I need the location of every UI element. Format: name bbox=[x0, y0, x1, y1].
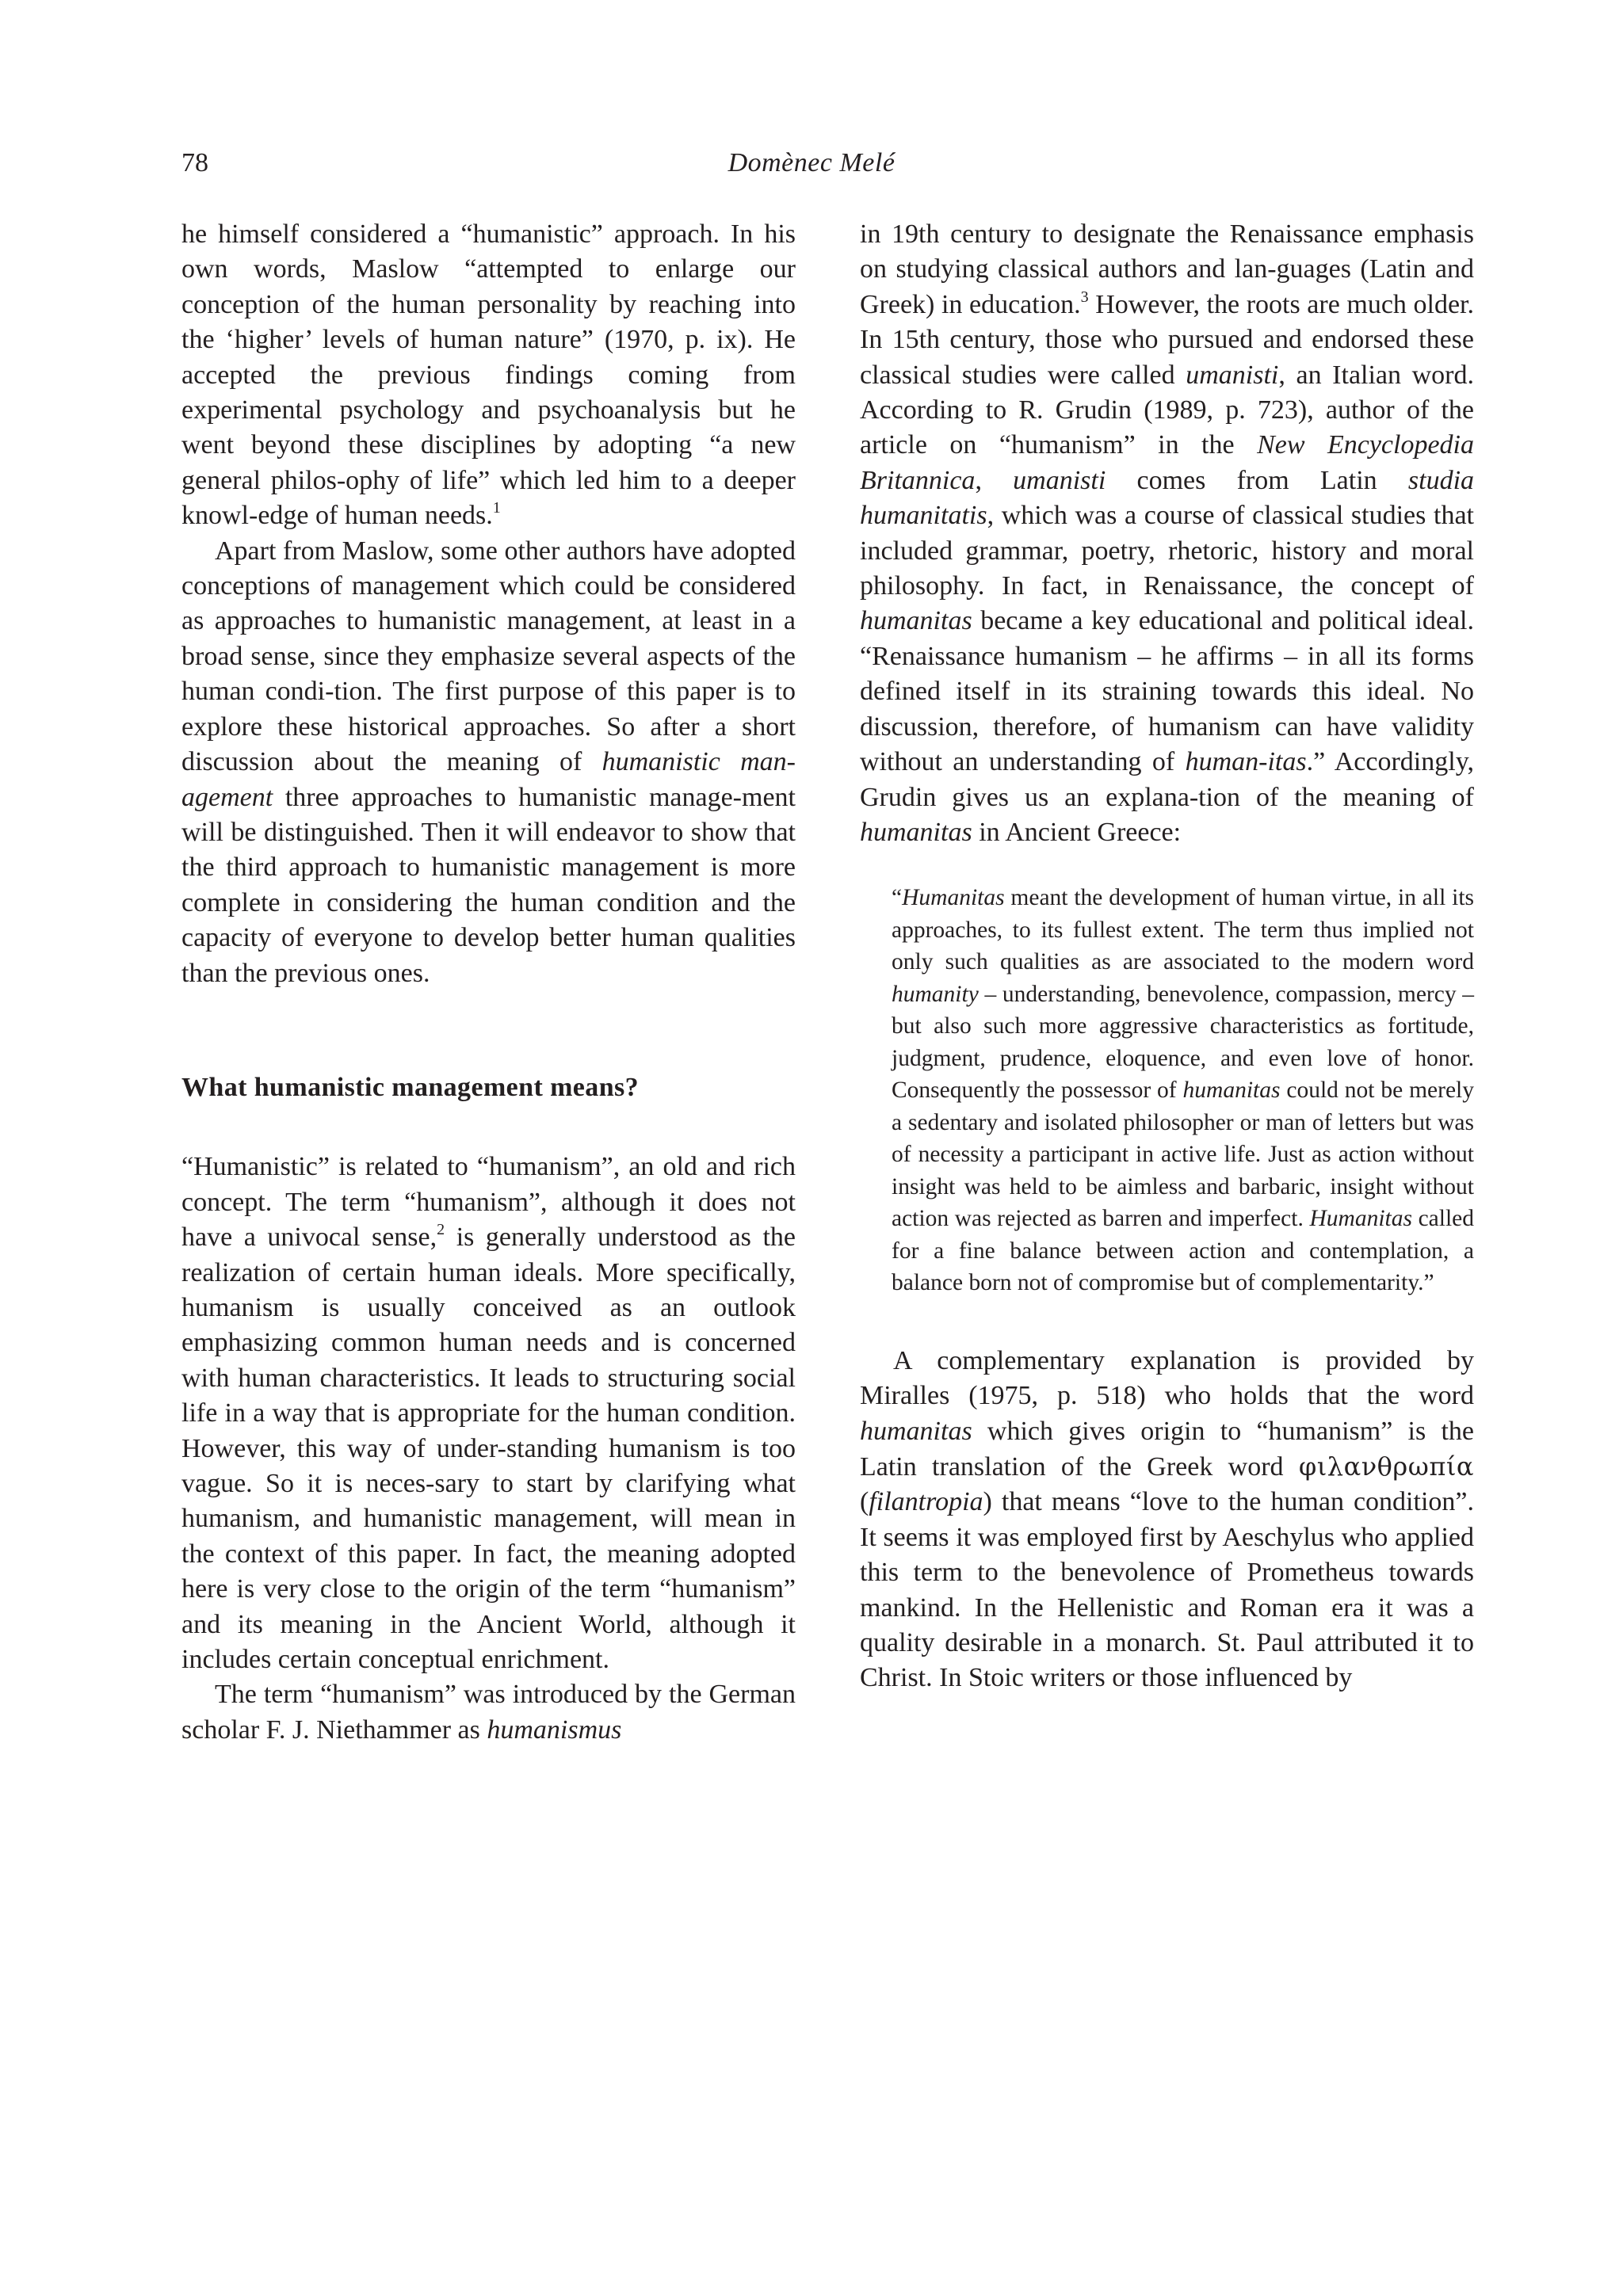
page-number: 78 bbox=[181, 148, 208, 177]
paragraph-humanistic-definition: “Humanistic” is related to “humanism”, an old and rich concept. The term “humanism”, although it does not have a univocal sense,$^2$ is generally understood as the realization of certain human ideals. More specifically, humanism is usually conceived as an outlook emphasizing common human needs and is concerned with human characteristics. It leads to structuring social life in a way that is appropriate for the human condition. However, this way of under-standing humanism is too vague. So it is neces-sary to start by clarifying what humanism, and humanistic management, will mean in the context of this paper. In fact, the meaning adopted here is very close to the origin of the term “humanism” and its meaning in the Ancient World, although it includes certain conceptual enrichment. bbox=[181, 1152, 796, 1675]
right-column bbox=[860, 217, 1474, 1696]
footnote-ref-3[interactable]: 3 bbox=[1080, 288, 1089, 306]
paragraph-miralles: A complementary explanation is provided by Miralles (1975, p. 518) who holds that the word humanitas which gives origin to “humanism” is the Latin translation of the Greek word φιλανθρωπία (filantropia) that means “love to the human condition”. It seems it was employed first by Aeschylus who applied this term to the benevolence of Prometheus towards mankind. In the Hellenistic and Roman era it was a quality desirable in a monarch. St. Paul attributed it to Christ. In Stoic writers or those influenced by bbox=[860, 1345, 1474, 1693]
block-quote: “Humanitas meant the development of human virtue, in all its approaches, to its fullest extent. The term thus implied not only such qualities as are associated to the modern word humanity – understanding, benevolence, compassion, mercy – but also such more aggressive characteristics as fortitude, judgment, prudence, eloquence, and even love of honor. Consequently the possessor of humanitas could not be merely a sedentary and isolated philosopher or man of letters but was of necessity a participant in active life. Just as action without insight was held to be aimless and barbaric, insight without action was rejected as barren and imperfect. Humanitas called for a fine balance between action and contemplation, a balance born not of compromise but of complementarity.” bbox=[892, 885, 1475, 1296]
paragraph-maslow: he himself considered a “humanistic” approach. In his own words, Maslow “attempted to enlarge our conception of the human personality by reaching into the ‘higher’ levels of human nature” (1970, p. ix). He accepted the previous findings coming from experimental psychology and psychoanalysis but he went beyond these disciplines by adopting “a new general philos-ophy of life” which led him to a deeper knowl-edge of human needs.$^1$ bbox=[181, 219, 796, 531]
paragraph-niethammer: The term “humanism” was introduced by the German scholar F. J. Niethammer as humanismus bbox=[181, 1680, 796, 1745]
left-column bbox=[181, 217, 796, 1748]
footnote-ref-2[interactable]: 2 bbox=[437, 1221, 445, 1239]
paragraph-approaches: Apart from Maslow, some other authors have adopted conceptions of management which could be considered as approaches to humanistic management, at least in a broad sense, since they emphasize several aspects of the human condi-tion. The first purpose of this paper is to explore these historical approaches. So after a short discussion about the meaning of humanistic man-agement three approaches to humanistic manage-ment will be distinguished. Then it will endeavor to show that the third approach to humanistic management is more complete in considering the human condition and the capacity of everyone to develop better human qualities than the previous ones. bbox=[181, 536, 796, 988]
footnote-ref-1[interactable]: 1 bbox=[492, 499, 501, 517]
running-header-author: Domènec Melé bbox=[727, 148, 896, 177]
greek-word: φιλανθρωπία bbox=[1298, 1451, 1474, 1482]
paragraph-renaissance: in 19th century to designate the Renaissance emphasis on studying classical authors and lan-guages (Latin and Greek) in education.$^3$ However, the roots are much older. In 15th century, those who pursued and endorsed these classical studies were called umanisti, an Italian word. According to R. Grudin (1989, p. 723), author of the article on “humanism” in the New Encyclopedia Britannica, umanisti comes from Latin studia humanitatis, which was a course of classical studies that included grammar, poetry, rhetoric, history and moral philosophy. In fact, in Renaissance, the concept of humanitas became a key educational and political ideal. “Renaissance humanism – he affirms – in all its forms defined itself in its straining towards this ideal. No discussion, therefore, of humanism can have validity without an understanding of human-itas.” Accordingly, Grudin gives us an explana-tion of the meaning of humanitas in Ancient Greece: bbox=[860, 219, 1475, 847]
section-heading: What humanistic management means? bbox=[181, 1072, 640, 1102]
